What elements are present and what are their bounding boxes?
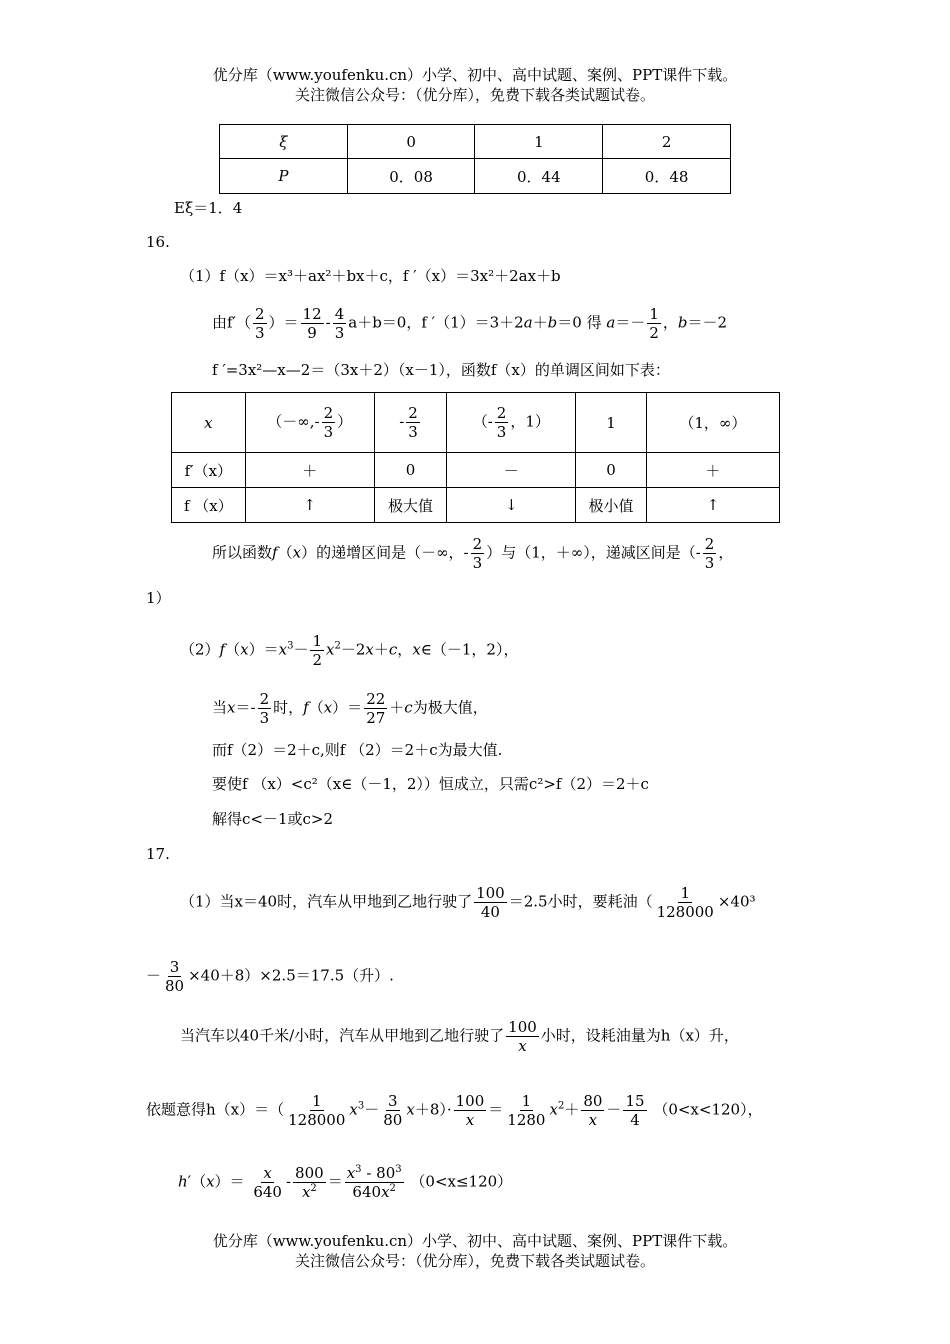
- q16-local-max: 当x＝- $\frac{2}{3}$ 时，f（x）＝ $\frac{22}{27}$ ＋c为极大值，: [212, 690, 488, 727]
- footer-line-2: 关注微信公众号：（优分库），免费下载各类试题试卷。: [294, 1252, 655, 1270]
- q17-h-equation: 依题意得h（x）＝（ $\frac{1}{128000}$ $x^3-$ $\frac{3}{80}$ x＋8）· $\frac{100}{x}$ ＝ $\frac{1}{1280}$ $x^2+$ $\frac{80}{x}$ － $\frac{15}{4}$ （0<x<120），: [146, 1092, 763, 1129]
- footer-line-1: 优分库（www.youfenku.cn）小学、初中、高中试题、案例、PPT课件下载。: [212, 1232, 738, 1250]
- mono-cell: 极小值: [576, 488, 647, 523]
- distribution-table: [219, 124, 731, 194]
- mono-cell: - $\frac{2}{3}$: [374, 393, 447, 453]
- q16-number: 16.: [146, 233, 170, 251]
- mono-cell: ＋: [646, 453, 779, 488]
- mono-cell: f′（x）: [172, 453, 246, 488]
- mono-cell: ＋: [245, 453, 374, 488]
- dist-cell: P: [220, 159, 348, 194]
- dist-cell: 0．44: [475, 159, 603, 194]
- mono-cell: x: [172, 393, 246, 453]
- header-line-1: 优分库（www.youfenku.cn）小学、初中、高中试题、案例、PPT课件下载。: [212, 66, 738, 84]
- q17-part1-line: （1）当x＝40时，汽车从甲地到乙地行驶了 $\frac{100}{40}$ ＝2.5小时，要耗油（ $\frac{1}{128000}$ ×40³: [180, 884, 756, 921]
- q16-max-line: 而f（2）＝2＋c,则f （2）＝2＋c为最大值.: [212, 741, 503, 759]
- q17-number: 17.: [146, 845, 170, 863]
- q16-part2-line: $(2)f(x)=x^3-$ $\frac{1}{2}$ $x^2-2x+c$，x∈（－1，2），: [180, 632, 519, 669]
- mono-cell: 0: [576, 453, 647, 488]
- q16-require-line: 要使f （x）<c²（x∈（－1，2））恒成立，只需c²>f（2）＝2＋c: [212, 775, 649, 793]
- q16-solve-derivative: 由f′（ $\frac{2}{3}$ ）＝ $\frac{12}{9}$ - $\frac{4}{3}$ a＋b＝0，f ′（1）＝3＋2a＋b＝0 得 a＝－ $\frac{1}{2}$ ，b＝－2: [212, 305, 728, 342]
- dist-cell: ξ: [220, 125, 348, 159]
- q16-derivative-line: f ′=3x²—x—2＝（3x＋2）（x－1），函数f（x）的单调区间如下表：: [212, 361, 670, 379]
- dist-cell: 0: [347, 125, 475, 159]
- mono-cell: 1: [576, 393, 647, 453]
- dist-cell: 0．08: [347, 159, 475, 194]
- q16-solve-line: 解得c<－1或c>2: [212, 810, 334, 828]
- mono-cell: （1，∞）: [646, 393, 779, 453]
- mono-cell: 0: [374, 453, 447, 488]
- monotonicity-table: [171, 392, 780, 523]
- q17-h-derivative: h′（x）＝ $\frac{x}{640}$ - $\frac{800}{x^2}$ ＝ $\frac{x^3 - 80^3}{640x^2}$ （0<x≤120）: [178, 1164, 513, 1201]
- mono-cell: ↑: [245, 488, 374, 523]
- q16-part1-line: （1）f（x）＝x³＋ax²＋bx＋c，f ′（x）＝3x²＋2ax＋b: [180, 267, 561, 285]
- mono-cell: 极大值: [374, 488, 447, 523]
- mono-cell: ↑: [646, 488, 779, 523]
- q17-part1-cont: － $\frac{3}{80}$ ×40＋8）×2.5＝17.5（升）.: [146, 958, 394, 995]
- dist-cell: 2: [603, 125, 731, 159]
- dist-cell: 0．48: [603, 159, 731, 194]
- header-line-2: 关注微信公众号：（优分库），免费下载各类试题试卷。: [294, 86, 655, 104]
- q16-interval-tail: 1）: [146, 589, 171, 607]
- mono-cell: （－∞,- $\frac{2}{3}$ ）: [245, 393, 374, 453]
- mono-cell: （- $\frac{2}{3}$ ，1）: [447, 393, 576, 453]
- mono-cell: f （x）: [172, 488, 246, 523]
- mono-cell: ↓: [447, 488, 576, 523]
- q16-intervals: 所以函数f（x）的递增区间是（－∞，- $\frac{2}{3}$ ）与（1，＋∞），递减区间是（- $\frac{2}{3}$ ，: [212, 535, 734, 572]
- mono-cell: －: [447, 453, 576, 488]
- q17-part2-line: 当汽车以40千米/小时，汽车从甲地到乙地行驶了 $\frac{100}{x}$ 小时，设耗油量为h（x）升，: [180, 1018, 739, 1055]
- expectation: Eξ＝1．4: [174, 199, 243, 217]
- dist-cell: 1: [475, 125, 603, 159]
